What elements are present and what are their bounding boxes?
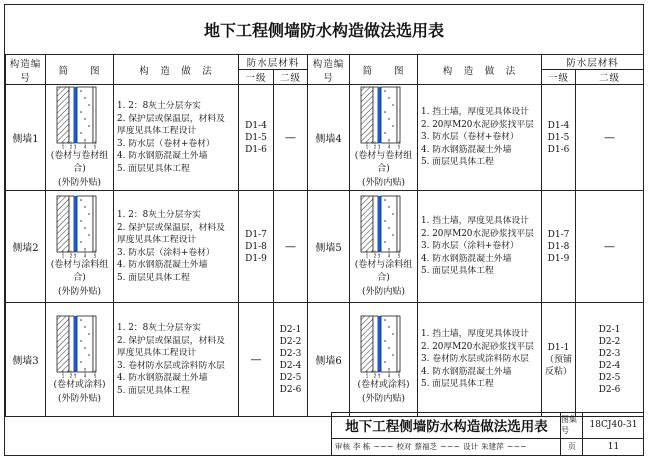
page-title: 地下工程侧墙防水构造做法选用表 (5, 5, 643, 55)
header-grade2-left: 二级 (274, 70, 308, 85)
aggregate-dot (84, 326, 86, 328)
atlas-number: 18CJ40-31 (582, 412, 644, 439)
header-method-right: 构 造 做 法 (418, 55, 542, 85)
grade1-cell (542, 303, 576, 417)
grade2-cell (576, 191, 644, 303)
aggregate-dot (88, 333, 90, 335)
method-cell (418, 303, 542, 417)
layer-number-label: 1 (61, 253, 64, 258)
soil-layer (57, 87, 69, 143)
grade-code: D1-5 (245, 132, 267, 143)
selection-table (5, 54, 644, 417)
grade1-cell (239, 303, 274, 417)
designer-signature: ~~~ (506, 442, 527, 451)
layer-number-label: 4 (387, 373, 390, 378)
wall-section-diagram (51, 85, 109, 149)
construction-step: 5. 面层见具体工程 (421, 157, 494, 168)
wall-section-diagram (355, 194, 413, 258)
layer-number-label: 5 (93, 373, 96, 378)
protection-layer (69, 316, 74, 372)
layer-number-label: 3 (377, 144, 380, 149)
diagram-caption: (卷材与卷材组合) (354, 151, 413, 174)
grade-code: （预铺 (545, 354, 573, 365)
grade-code: D1-5 (547, 132, 570, 143)
header-diagram-right: 简 图 (350, 55, 418, 85)
layer-number-label: 5 (397, 253, 400, 258)
grade-code: 反粘） (545, 366, 573, 377)
waterproof-membrane (378, 87, 381, 143)
layer-number-label: 2 (373, 144, 376, 149)
construction-step: 厚度见具体工程设计 (117, 235, 197, 245)
header-code-left: 构造编号 (6, 55, 46, 85)
grade-code: D2-1 (598, 324, 621, 335)
grade-code: D1-9 (547, 253, 570, 264)
row-label: 侧墙1 (6, 85, 46, 191)
aggregate-dot (80, 111, 82, 113)
waterproof-membrane (378, 196, 381, 252)
protection-layer (69, 196, 74, 252)
aggregate-dot (80, 132, 82, 134)
construction-step: 5. 面层见具体工程 (117, 163, 190, 174)
grade-code: D1-9 (245, 253, 267, 264)
aggregate-dot (384, 220, 386, 222)
construction-step: 1. 2：8灰土分层夯实 (117, 323, 201, 333)
checker-signature: ~~~ (440, 442, 461, 451)
aggregate-dot (88, 213, 90, 215)
aggregate-dot (88, 354, 90, 356)
diagram-cell (350, 85, 418, 191)
diagram-caption: (外防外贴) (57, 178, 102, 188)
aggregate-dot (392, 125, 394, 127)
construction-step: 3. 防水层（涂料+卷材） (421, 241, 519, 252)
aggregate-dot (80, 220, 82, 222)
header-material-right: 防水层材料 (542, 55, 644, 70)
design-label: 设计 (463, 442, 479, 451)
layer-number-label: 4 (83, 253, 86, 258)
atlas-number-label: 图集号 (560, 412, 583, 439)
layer-number-label: 2 (69, 373, 72, 378)
layer-number-label: 4 (83, 373, 86, 378)
grade-code: D1-4 (547, 120, 570, 131)
aggregate-dot (80, 340, 82, 342)
wall-section-diagram (355, 85, 413, 149)
construction-step: 1. 2：8灰土分层夯实 (117, 210, 201, 220)
page-number: 11 (582, 438, 644, 455)
layer-number-label: 5 (93, 144, 96, 149)
grade-code: D1-8 (547, 241, 570, 252)
protection-layer (373, 87, 378, 143)
grade-code: D1-6 (547, 144, 570, 155)
grade2-cell (274, 191, 308, 303)
diagram-cell (46, 303, 114, 417)
check-label: 校对 (396, 442, 412, 451)
grade-code: D2-3 (279, 348, 302, 359)
diagram-caption: (卷材或涂料) (357, 379, 410, 390)
layer-number-label: 1 (61, 144, 64, 149)
aggregate-dot (80, 199, 82, 201)
diagram-cell (350, 191, 418, 303)
construction-step: 5. 面层见具体工程 (421, 266, 494, 277)
construction-step: 4. 防水钢筋混凝土外墙 (421, 144, 512, 155)
grade2-cell (274, 303, 308, 417)
aggregate-dot (392, 354, 394, 356)
aggregate-dot (80, 319, 82, 321)
aggregate-dot (388, 206, 390, 208)
grade-code: D2-2 (598, 336, 621, 347)
aggregate-dot (384, 340, 386, 342)
construction-step: 4. 防水钢筋混凝土外墙 (117, 151, 208, 161)
waterproof-membrane (378, 316, 381, 372)
grade-code: D2-5 (279, 372, 302, 383)
diagram-caption: (卷材与涂料组合) (50, 260, 109, 283)
diagram-caption: (外防内贴) (362, 178, 406, 188)
construction-step: 3. 卷材防水层或涂料防水层 (117, 360, 225, 371)
wall-section-diagram (51, 194, 109, 258)
grade1-cell (542, 85, 576, 191)
aggregate-dot (384, 241, 386, 243)
grade-code: D1-7 (547, 229, 570, 240)
construction-step: 1. 挡土墙，厚度见具体设计 (421, 107, 529, 118)
aggregate-dot (384, 132, 386, 134)
layer-number-label: 5 (93, 253, 96, 258)
aggregate-dot (84, 347, 86, 349)
aggregate-dot (384, 199, 386, 201)
soil-layer (57, 196, 69, 252)
grade-code: D2-5 (598, 372, 621, 383)
grade-code: D1-8 (245, 241, 267, 252)
construction-step: 4. 防水钢筋混凝土外墙 (421, 366, 512, 377)
layer-number-label: 3 (73, 373, 76, 378)
review-label: 审核 (335, 442, 350, 451)
grade1-cell (542, 191, 576, 303)
waterproof-membrane (74, 87, 77, 143)
grade-dash: — (604, 130, 616, 144)
grade-dash: — (285, 239, 296, 253)
table-row (6, 303, 644, 417)
protection-layer (373, 316, 378, 372)
header-diagram-left: 简 图 (46, 55, 114, 85)
diagram-caption: (卷材与涂料组合) (354, 260, 413, 283)
waterproof-membrane (74, 196, 77, 252)
diagram-caption: (卷材与卷材组合) (50, 151, 109, 174)
aggregate-dot (88, 125, 90, 127)
construction-step: 3. 防水层（卷材+卷材） (421, 132, 519, 143)
layer-number-label: 2 (373, 373, 376, 378)
aggregate-dot (388, 347, 390, 349)
concrete-wall (77, 316, 93, 372)
designer-name: 朱建萍 (481, 442, 504, 451)
protection-layer (373, 196, 378, 252)
finish-layer (93, 316, 96, 372)
method-cell (418, 85, 542, 191)
construction-step: 4. 防水钢筋混凝土外墙 (117, 260, 208, 270)
aggregate-dot (84, 97, 86, 99)
header-material-left: 防水层材料 (239, 55, 308, 70)
aggregate-dot (84, 139, 86, 141)
aggregate-dot (384, 111, 386, 113)
aggregate-dot (392, 213, 394, 215)
construction-step: 4. 防水钢筋混凝土外墙 (117, 373, 208, 383)
construction-step: 1. 2：8灰土分层夯实 (117, 101, 201, 111)
aggregate-dot (84, 118, 86, 120)
aggregate-dot (88, 234, 90, 236)
aggregate-dot (388, 326, 390, 328)
grade-code: D2-4 (598, 360, 621, 371)
row-label: 侧墙6 (308, 303, 350, 417)
header-method-left: 构 造 做 法 (114, 55, 239, 85)
grade2-cell (274, 85, 308, 191)
soil-layer (57, 316, 69, 372)
construction-step: 2. 保护层或保温层，材料及 (117, 222, 225, 233)
layer-number-label: 2 (69, 253, 72, 258)
layer-number-label: 3 (73, 144, 76, 149)
construction-step: 3. 防水层（卷材+卷材） (117, 138, 215, 149)
page-label: 页 (560, 438, 583, 455)
soil-layer (361, 316, 373, 372)
header-grade1-left: 一级 (239, 70, 274, 85)
construction-step: 3. 防水层（涂料+卷材） (117, 247, 215, 258)
grade-code: D2-6 (279, 384, 302, 395)
diagram-caption: (外防内贴) (362, 287, 406, 297)
layer-number-label: 3 (377, 373, 380, 378)
header-code-right: 构造编号 (308, 55, 350, 85)
wall-section-diagram (355, 314, 413, 378)
finish-layer (397, 196, 400, 252)
finish-layer (397, 316, 400, 372)
row-label: 侧墙4 (308, 85, 350, 191)
layer-number-label: 1 (365, 144, 368, 149)
layer-number-label: 2 (69, 144, 72, 149)
layer-number-label: 4 (83, 144, 86, 149)
aggregate-dot (384, 361, 386, 363)
table-row (6, 191, 644, 303)
title-block (5, 412, 643, 455)
grade-code: D1-7 (245, 229, 267, 240)
grade2-cell (576, 303, 644, 417)
aggregate-dot (84, 248, 86, 250)
row-label: 侧墙3 (6, 303, 46, 417)
finish-layer (93, 196, 96, 252)
diagram-cell (350, 303, 418, 417)
method-cell (114, 303, 239, 417)
aggregate-dot (388, 139, 390, 141)
diagram-caption: (外防内贴) (362, 393, 406, 404)
protection-layer (69, 87, 74, 143)
aggregate-dot (388, 97, 390, 99)
grade-code: D1-1 (547, 342, 570, 353)
table-row (6, 85, 644, 191)
construction-step: 厚度见具体工程设计 (117, 348, 197, 358)
layer-number-label: 4 (387, 253, 390, 258)
header-grade2-right: 二级 (576, 70, 644, 85)
checker-name: 蔡福芝 (414, 442, 437, 451)
grade2-cell (576, 85, 644, 191)
drawing-sheet (4, 4, 644, 456)
aggregate-dot (388, 368, 390, 370)
grade-dash: — (285, 130, 296, 144)
construction-step: 3. 卷材防水层或涂料防水层 (421, 354, 529, 365)
aggregate-dot (80, 361, 82, 363)
grade1-cell (239, 85, 274, 191)
concrete-wall (77, 87, 93, 143)
aggregate-dot (84, 368, 86, 370)
concrete-wall (381, 316, 397, 372)
aggregate-dot (388, 227, 390, 229)
soil-layer (361, 196, 373, 252)
grade1-cell (239, 191, 274, 303)
layer-number-label: 5 (397, 373, 400, 378)
construction-step: 5. 面层见具体工程 (421, 379, 494, 390)
concrete-wall (381, 87, 397, 143)
layer-number-label: 1 (365, 253, 368, 258)
row-label: 侧墙5 (308, 191, 350, 303)
construction-step: 4. 防水钢筋混凝土外墙 (421, 253, 512, 264)
aggregate-dot (392, 234, 394, 236)
diagram-cell (46, 85, 114, 191)
aggregate-dot (388, 118, 390, 120)
wall-section-diagram (51, 314, 109, 378)
layer-number-label: 3 (73, 253, 76, 258)
aggregate-dot (384, 90, 386, 92)
signature-row (331, 438, 560, 455)
grade-dash: — (250, 352, 262, 366)
layer-number-label: 1 (61, 373, 64, 378)
diagram-caption: (卷材或涂料) (53, 379, 106, 390)
aggregate-dot (392, 333, 394, 335)
aggregate-dot (392, 104, 394, 106)
construction-step: 2. 20厚M20水泥砂浆找平层 (421, 341, 534, 352)
header-grade1-right: 一级 (542, 70, 576, 85)
construction-step: 2. 保护层或保温层，材料及 (117, 335, 225, 346)
construction-step: 1. 挡土墙，厚度见具体设计 (421, 216, 529, 227)
finish-layer (397, 87, 400, 143)
aggregate-dot (88, 104, 90, 106)
finish-layer (93, 87, 96, 143)
aggregate-dot (84, 206, 86, 208)
grade-code: D2-1 (279, 324, 302, 335)
reviewer-signature: ~~~ (373, 442, 394, 451)
layer-number-label: 4 (387, 144, 390, 149)
aggregate-dot (84, 227, 86, 229)
aggregate-dot (384, 319, 386, 321)
layer-number-label: 5 (397, 144, 400, 149)
construction-step: 2. 保护层或保温层，材料及 (117, 113, 225, 124)
construction-step: 2. 20厚M20水泥砂浆找平层 (421, 119, 534, 130)
diagram-cell (46, 191, 114, 303)
grade-code: D1-4 (245, 120, 267, 131)
method-cell (114, 85, 239, 191)
grade-code: D2-6 (598, 384, 621, 395)
construction-step: 5. 面层见具体工程 (117, 385, 190, 396)
construction-step: 厚度见具体工程设计 (117, 126, 197, 136)
method-cell (418, 191, 542, 303)
grade-code: D1-6 (245, 144, 267, 155)
layer-number-label: 1 (365, 373, 368, 378)
row-label: 侧墙2 (6, 191, 46, 303)
concrete-wall (77, 196, 93, 252)
layer-number-label: 3 (377, 253, 380, 258)
reviewer-name: 李 栋 (353, 442, 371, 451)
aggregate-dot (80, 90, 82, 92)
aggregate-dot (388, 248, 390, 250)
grade-code: D2-2 (279, 336, 302, 347)
construction-step: 5. 面层见具体工程 (117, 272, 190, 283)
grade-code: D2-3 (598, 348, 621, 359)
construction-step: 1. 挡土墙，厚度见具体设计 (421, 329, 529, 340)
title-block-name: 地下工程侧墙防水构造做法选用表 (331, 412, 561, 439)
diagram-caption: (外防外贴) (57, 393, 102, 404)
waterproof-membrane (74, 316, 77, 372)
construction-step: 2. 20厚M20水泥砂浆找平层 (421, 228, 534, 239)
concrete-wall (381, 196, 397, 252)
diagram-caption: (外防外贴) (57, 287, 102, 297)
grade-code: D2-4 (279, 360, 302, 371)
layer-number-label: 2 (373, 253, 376, 258)
method-cell (114, 191, 239, 303)
aggregate-dot (80, 241, 82, 243)
grade-dash: — (604, 239, 616, 253)
soil-layer (361, 87, 373, 143)
